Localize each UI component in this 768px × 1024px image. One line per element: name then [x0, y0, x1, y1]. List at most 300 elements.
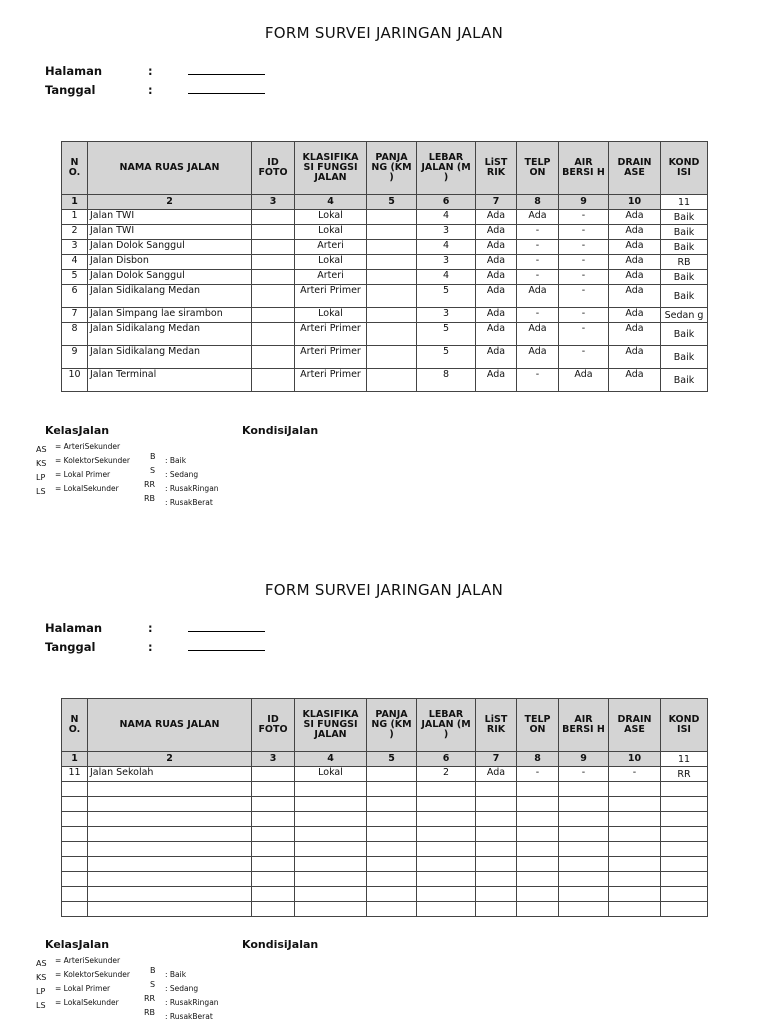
- column-number: 11: [661, 195, 708, 210]
- cell-telpon: [517, 812, 559, 827]
- column-number: 6: [417, 195, 476, 210]
- cell-id-foto: [252, 797, 295, 812]
- tanggal-field[interactable]: [188, 640, 265, 651]
- table-row: [62, 767, 708, 782]
- cell-no: 1: [62, 210, 88, 225]
- cell-nama-ruas-jalan: Jalan Sekolah: [88, 767, 252, 782]
- tanggal-label: Tanggal: [45, 83, 96, 97]
- table-row: [62, 240, 708, 255]
- column-number: 2: [88, 752, 252, 767]
- cell-id-foto: [252, 857, 295, 872]
- cell-drainase: Ada: [609, 346, 661, 369]
- cell-nama-ruas-jalan: Jalan Disbon: [88, 255, 252, 270]
- header-telpon: TELP ON: [517, 142, 559, 195]
- table-row: [62, 782, 708, 797]
- colon: :: [148, 640, 153, 654]
- column-number: 1: [62, 752, 88, 767]
- cell-panjang: [367, 323, 417, 346]
- cell-panjang: [367, 767, 417, 782]
- cell-id-foto: [252, 285, 295, 308]
- cell-drainase: Ada: [609, 369, 661, 392]
- header-lebar: LEBAR JALAN (M ): [417, 699, 476, 752]
- column-number: 5: [367, 195, 417, 210]
- cell-no: [62, 872, 88, 887]
- kondisi-jalan-title: KondisiJalan: [242, 424, 319, 437]
- cell-lebar: [417, 902, 476, 917]
- cell-air-bersih: -: [559, 255, 609, 270]
- cell-listrik: [476, 812, 517, 827]
- cell-telpon: -: [517, 270, 559, 285]
- cell-drainase: [609, 797, 661, 812]
- tanggal-row: [45, 83, 265, 97]
- cell-klasifikasi: Arteri Primer: [295, 346, 367, 369]
- cell-id-foto: [252, 887, 295, 902]
- cell-panjang: [367, 270, 417, 285]
- header-nama-ruas-jalan: NAMA RUAS JALAN: [88, 699, 252, 752]
- table-row: [62, 797, 708, 812]
- cell-nama-ruas-jalan: Jalan TWI: [88, 225, 252, 240]
- cell-telpon: [517, 872, 559, 887]
- cell-drainase: [609, 902, 661, 917]
- table-row: [62, 872, 708, 887]
- cell-telpon: Ada: [517, 210, 559, 225]
- cell-kondisi: Sedan g: [661, 308, 708, 323]
- cell-no: [62, 812, 88, 827]
- column-number: 8: [517, 195, 559, 210]
- kelas-code: AS: [36, 445, 47, 454]
- column-number: 3: [252, 752, 295, 767]
- cell-nama-ruas-jalan: [88, 902, 252, 917]
- cell-listrik: [476, 842, 517, 857]
- cell-kondisi: RB: [661, 255, 708, 270]
- cell-nama-ruas-jalan: Jalan Dolok Sanggul: [88, 240, 252, 255]
- kelas-code: LP: [36, 987, 46, 996]
- cell-panjang: [367, 782, 417, 797]
- cell-panjang: [367, 857, 417, 872]
- cell-air-bersih: -: [559, 240, 609, 255]
- cell-klasifikasi: Arteri: [295, 240, 367, 255]
- cell-air-bersih: [559, 872, 609, 887]
- cell-panjang: [367, 285, 417, 308]
- cell-lebar: [417, 812, 476, 827]
- cell-telpon: Ada: [517, 285, 559, 308]
- header-nama-ruas-jalan: NAMA RUAS JALAN: [88, 142, 252, 195]
- cell-klasifikasi: Arteri Primer: [295, 369, 367, 392]
- cell-lebar: 5: [417, 346, 476, 369]
- cell-air-bersih: -: [559, 270, 609, 285]
- cell-kondisi: [661, 797, 708, 812]
- cell-id-foto: [252, 812, 295, 827]
- cell-nama-ruas-jalan: [88, 812, 252, 827]
- header-drainase: DRAIN ASE: [609, 142, 661, 195]
- kelas-desc: = KolektorSekunder: [55, 456, 130, 465]
- cell-no: 10: [62, 369, 88, 392]
- cell-nama-ruas-jalan: [88, 797, 252, 812]
- cell-nama-ruas-jalan: Jalan Sidikalang Medan: [88, 285, 252, 308]
- halaman-label: Halaman: [45, 64, 103, 78]
- cell-telpon: [517, 857, 559, 872]
- kelas-code: LS: [36, 1001, 46, 1010]
- kelas-code: KS: [36, 973, 47, 982]
- column-number: 5: [367, 752, 417, 767]
- column-number: 10: [609, 195, 661, 210]
- cell-telpon: -: [517, 308, 559, 323]
- cell-kondisi: [661, 827, 708, 842]
- cell-klasifikasi: [295, 827, 367, 842]
- kelas-code: LP: [36, 473, 46, 482]
- kelas-desc: = ArteriSekunder: [55, 956, 121, 965]
- cell-listrik: [476, 887, 517, 902]
- cell-drainase: [609, 842, 661, 857]
- cell-panjang: [367, 902, 417, 917]
- header-listrik: LiST RIK: [476, 142, 517, 195]
- cell-drainase: Ada: [609, 210, 661, 225]
- cell-klasifikasi: [295, 887, 367, 902]
- header-lebar: LEBAR JALAN (M ): [417, 142, 476, 195]
- cell-kondisi: [661, 842, 708, 857]
- cell-lebar: 4: [417, 210, 476, 225]
- cell-telpon: Ada: [517, 323, 559, 346]
- cell-no: 5: [62, 270, 88, 285]
- cell-panjang: [367, 308, 417, 323]
- cell-lebar: [417, 842, 476, 857]
- kelas-code: AS: [36, 959, 47, 968]
- cell-kondisi: [661, 782, 708, 797]
- cell-air-bersih: -: [559, 285, 609, 308]
- tanggal-row: [45, 640, 265, 654]
- cell-telpon: [517, 827, 559, 842]
- column-number: 10: [609, 752, 661, 767]
- halaman-field[interactable]: [188, 621, 265, 632]
- cell-kondisi: [661, 887, 708, 902]
- cell-id-foto: [252, 210, 295, 225]
- cell-klasifikasi: [295, 812, 367, 827]
- cell-klasifikasi: [295, 872, 367, 887]
- kondisi-desc: : RusakBerat: [165, 498, 213, 507]
- kelas-desc: = ArteriSekunder: [55, 442, 121, 451]
- cell-drainase: Ada: [609, 323, 661, 346]
- table-row: [62, 842, 708, 857]
- cell-listrik: [476, 827, 517, 842]
- cell-air-bersih: [559, 887, 609, 902]
- kelas-jalan-title: KelasJalan: [45, 424, 110, 437]
- cell-panjang: [367, 225, 417, 240]
- cell-id-foto: [252, 225, 295, 240]
- cell-listrik: Ada: [476, 323, 517, 346]
- cell-telpon: [517, 887, 559, 902]
- kondisi-desc: : RusakRingan: [165, 998, 219, 1007]
- cell-klasifikasi: Lokal: [295, 225, 367, 240]
- column-number-row: [62, 195, 708, 210]
- kondisi-desc: : RusakBerat: [165, 1012, 213, 1021]
- table-row: [62, 323, 708, 346]
- cell-listrik: Ada: [476, 240, 517, 255]
- cell-drainase: Ada: [609, 225, 661, 240]
- column-number: 1: [62, 195, 88, 210]
- cell-air-bersih: -: [559, 323, 609, 346]
- cell-telpon: -: [517, 369, 559, 392]
- cell-nama-ruas-jalan: Jalan TWI: [88, 210, 252, 225]
- table-row: [62, 369, 708, 392]
- cell-air-bersih: [559, 827, 609, 842]
- cell-id-foto: [252, 323, 295, 346]
- table-row: [62, 857, 708, 872]
- cell-listrik: Ada: [476, 210, 517, 225]
- cell-no: 6: [62, 285, 88, 308]
- cell-no: 11: [62, 767, 88, 782]
- cell-nama-ruas-jalan: [88, 872, 252, 887]
- kondisi-code: RR: [144, 994, 156, 1003]
- header-klasifikasi: KLASIFIKA SI FUNGSI JALAN: [295, 699, 367, 752]
- table-row: [62, 270, 708, 285]
- cell-telpon: [517, 782, 559, 797]
- kelas-code: KS: [36, 459, 47, 468]
- table-row: [62, 225, 708, 240]
- cell-panjang: [367, 210, 417, 225]
- cell-kondisi: [661, 902, 708, 917]
- table-row: [62, 255, 708, 270]
- cell-lebar: 2: [417, 767, 476, 782]
- cell-listrik: [476, 797, 517, 812]
- cell-klasifikasi: Lokal: [295, 767, 367, 782]
- cell-air-bersih: Ada: [559, 369, 609, 392]
- cell-no: 7: [62, 308, 88, 323]
- cell-klasifikasi: [295, 782, 367, 797]
- cell-nama-ruas-jalan: Jalan Sidikalang Medan: [88, 346, 252, 369]
- colon: :: [148, 621, 153, 635]
- cell-air-bersih: -: [559, 210, 609, 225]
- header-air-bersih: AIR BERSI H: [559, 699, 609, 752]
- cell-air-bersih: [559, 857, 609, 872]
- cell-air-bersih: [559, 797, 609, 812]
- form-title: FORM SURVEI JARINGAN JALAN: [264, 581, 504, 599]
- cell-kondisi: [661, 812, 708, 827]
- cell-listrik: Ada: [476, 767, 517, 782]
- kondisi-code: RB: [144, 494, 156, 503]
- header-id-foto: ID FOTO: [252, 142, 295, 195]
- cell-listrik: [476, 857, 517, 872]
- kondisi-desc: : Sedang: [165, 470, 199, 479]
- table-row: [62, 902, 708, 917]
- cell-nama-ruas-jalan: [88, 827, 252, 842]
- cell-lebar: 4: [417, 240, 476, 255]
- colon: :: [148, 83, 153, 97]
- cell-nama-ruas-jalan: Jalan Terminal: [88, 369, 252, 392]
- cell-no: [62, 902, 88, 917]
- cell-klasifikasi: [295, 902, 367, 917]
- cell-lebar: 3: [417, 255, 476, 270]
- table-row: [62, 812, 708, 827]
- cell-kondisi: Baik: [661, 285, 708, 308]
- cell-telpon: [517, 842, 559, 857]
- cell-drainase: [609, 857, 661, 872]
- table-row: [62, 210, 708, 225]
- cell-no: [62, 887, 88, 902]
- cell-id-foto: [252, 902, 295, 917]
- cell-drainase: Ada: [609, 255, 661, 270]
- halaman-row: [45, 64, 265, 78]
- cell-id-foto: [252, 369, 295, 392]
- cell-id-foto: [252, 346, 295, 369]
- kondisi-desc: : RusakRingan: [165, 484, 219, 493]
- header-panjang: PANJA NG (KM ): [367, 699, 417, 752]
- cell-lebar: [417, 872, 476, 887]
- kelas-jalan-title: KelasJalan: [45, 938, 110, 951]
- cell-lebar: 4: [417, 270, 476, 285]
- form-title: FORM SURVEI JARINGAN JALAN: [264, 24, 504, 42]
- cell-nama-ruas-jalan: Jalan Sidikalang Medan: [88, 323, 252, 346]
- header-listrik: LiST RIK: [476, 699, 517, 752]
- kondisi-desc: : Baik: [165, 970, 187, 979]
- header-air-bersih: AIR BERSI H: [559, 142, 609, 195]
- cell-panjang: [367, 812, 417, 827]
- cell-no: [62, 857, 88, 872]
- cell-air-bersih: -: [559, 225, 609, 240]
- cell-nama-ruas-jalan: Jalan Simpang lae sirambon: [88, 308, 252, 323]
- cell-telpon: -: [517, 767, 559, 782]
- cell-listrik: Ada: [476, 225, 517, 240]
- halaman-field[interactable]: [188, 64, 265, 75]
- cell-telpon: -: [517, 255, 559, 270]
- cell-air-bersih: [559, 842, 609, 857]
- header-kondisi: KOND ISI: [661, 699, 708, 752]
- survey-table: [61, 141, 708, 392]
- cell-no: [62, 827, 88, 842]
- cell-id-foto: [252, 255, 295, 270]
- header-klasifikasi: KLASIFIKA SI FUNGSI JALAN: [295, 142, 367, 195]
- tanggal-field[interactable]: [188, 83, 265, 94]
- cell-panjang: [367, 872, 417, 887]
- kondisi-desc: : Baik: [165, 456, 187, 465]
- column-number: 3: [252, 195, 295, 210]
- cell-drainase: [609, 887, 661, 902]
- cell-listrik: Ada: [476, 255, 517, 270]
- header-telpon: TELP ON: [517, 699, 559, 752]
- column-number: 4: [295, 752, 367, 767]
- column-number: 2: [88, 195, 252, 210]
- table-row: [62, 346, 708, 369]
- cell-air-bersih: -: [559, 308, 609, 323]
- cell-kondisi: [661, 872, 708, 887]
- column-number: 8: [517, 752, 559, 767]
- cell-telpon: Ada: [517, 346, 559, 369]
- column-number: 11: [661, 752, 708, 767]
- column-number: 6: [417, 752, 476, 767]
- cell-panjang: [367, 369, 417, 392]
- kelas-desc: = KolektorSekunder: [55, 970, 130, 979]
- cell-drainase: Ada: [609, 270, 661, 285]
- cell-id-foto: [252, 842, 295, 857]
- cell-lebar: 5: [417, 323, 476, 346]
- cell-lebar: [417, 797, 476, 812]
- halaman-label: Halaman: [45, 621, 103, 635]
- cell-no: [62, 797, 88, 812]
- cell-telpon: [517, 902, 559, 917]
- survey-table: [61, 698, 708, 917]
- cell-id-foto: [252, 782, 295, 797]
- cell-no: 2: [62, 225, 88, 240]
- header-no: N O.: [62, 699, 88, 752]
- cell-drainase: [609, 782, 661, 797]
- cell-air-bersih: [559, 812, 609, 827]
- cell-lebar: 5: [417, 285, 476, 308]
- cell-panjang: [367, 842, 417, 857]
- cell-klasifikasi: [295, 857, 367, 872]
- tanggal-label: Tanggal: [45, 640, 96, 654]
- cell-panjang: [367, 255, 417, 270]
- column-number: 9: [559, 195, 609, 210]
- table-row: [62, 285, 708, 308]
- cell-telpon: -: [517, 225, 559, 240]
- kondisi-code: RR: [144, 480, 156, 489]
- cell-drainase: Ada: [609, 285, 661, 308]
- table-row: [62, 827, 708, 842]
- cell-listrik: [476, 902, 517, 917]
- cell-listrik: Ada: [476, 308, 517, 323]
- cell-lebar: [417, 857, 476, 872]
- kelas-desc: = Lokal Primer: [55, 984, 111, 993]
- cell-kondisi: Baik: [661, 270, 708, 285]
- cell-lebar: [417, 782, 476, 797]
- cell-no: 9: [62, 346, 88, 369]
- cell-nama-ruas-jalan: [88, 857, 252, 872]
- kelas-desc: = Lokal Primer: [55, 470, 111, 479]
- kelas-desc: = LokalSekunder: [55, 998, 119, 1007]
- kondisi-desc: : Sedang: [165, 984, 199, 993]
- cell-no: [62, 782, 88, 797]
- cell-klasifikasi: [295, 797, 367, 812]
- cell-id-foto: [252, 270, 295, 285]
- cell-telpon: [517, 797, 559, 812]
- cell-klasifikasi: Arteri Primer: [295, 285, 367, 308]
- kondisi-jalan-title: KondisiJalan: [242, 938, 319, 951]
- cell-kondisi: Baik: [661, 346, 708, 369]
- cell-klasifikasi: Lokal: [295, 210, 367, 225]
- cell-nama-ruas-jalan: [88, 782, 252, 797]
- header-row: [62, 142, 708, 195]
- header-kondisi: KOND ISI: [661, 142, 708, 195]
- column-number: 9: [559, 752, 609, 767]
- table-row: [62, 308, 708, 323]
- cell-lebar: [417, 887, 476, 902]
- table-row: [62, 887, 708, 902]
- cell-panjang: [367, 240, 417, 255]
- cell-listrik: Ada: [476, 346, 517, 369]
- cell-nama-ruas-jalan: Jalan Dolok Sanggul: [88, 270, 252, 285]
- cell-kondisi: Baik: [661, 240, 708, 255]
- cell-no: 8: [62, 323, 88, 346]
- cell-air-bersih: [559, 902, 609, 917]
- kelas-code: LS: [36, 487, 46, 496]
- cell-id-foto: [252, 240, 295, 255]
- cell-kondisi: [661, 857, 708, 872]
- kondisi-code: B: [150, 452, 156, 461]
- cell-klasifikasi: Arteri Primer: [295, 323, 367, 346]
- cell-nama-ruas-jalan: [88, 842, 252, 857]
- cell-no: 4: [62, 255, 88, 270]
- cell-kondisi: Baik: [661, 225, 708, 240]
- cell-panjang: [367, 797, 417, 812]
- cell-klasifikasi: Lokal: [295, 308, 367, 323]
- cell-no: 3: [62, 240, 88, 255]
- header-row: [62, 699, 708, 752]
- cell-lebar: 3: [417, 308, 476, 323]
- cell-drainase: [609, 827, 661, 842]
- header-no: N O.: [62, 142, 88, 195]
- column-number: 7: [476, 752, 517, 767]
- cell-lebar: 8: [417, 369, 476, 392]
- cell-air-bersih: -: [559, 767, 609, 782]
